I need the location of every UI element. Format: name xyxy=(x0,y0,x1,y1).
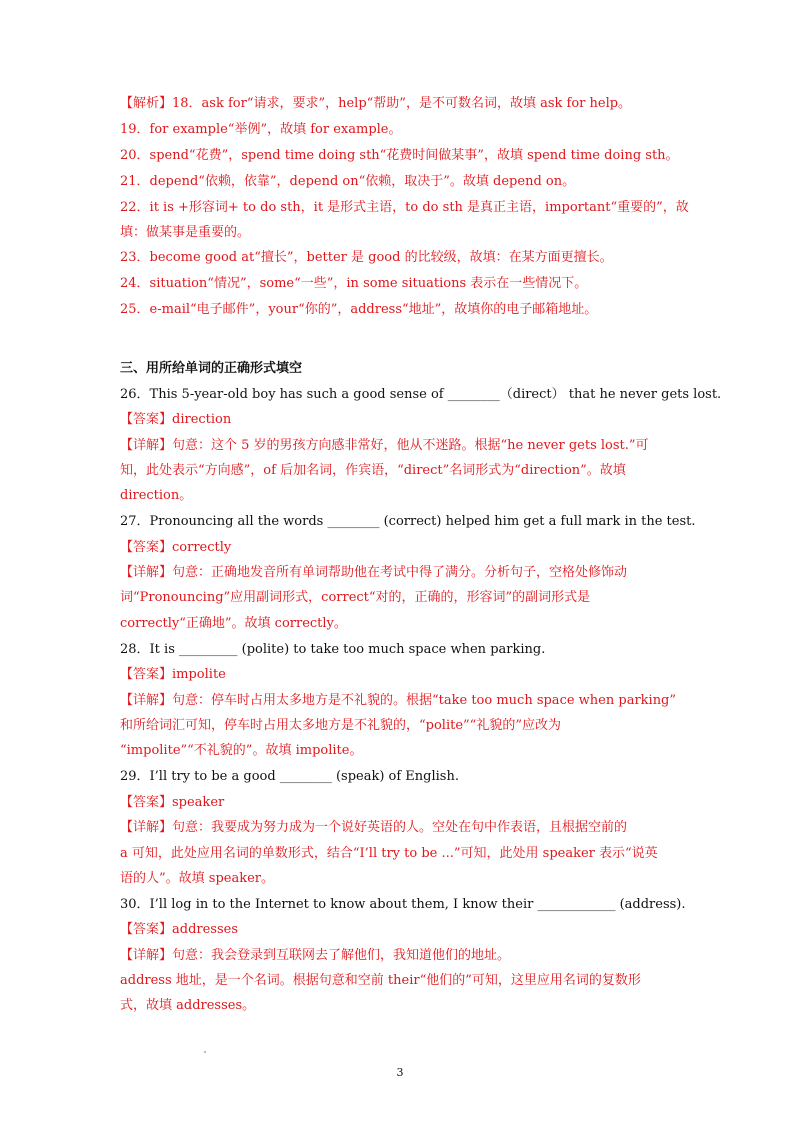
detail-line: 【详解】句意：我会登录到互联网去了解他们，我知道他们的地址。 xyxy=(120,948,511,963)
analysis-line: 20．spend“花费”，spend time doing sth“花费时间做某事”，故填 spend time doing sth。 xyxy=(120,148,679,163)
stray-mark xyxy=(204,1051,206,1053)
detail-line: 知，此处表示“方向感”，of 后加名词，作宾语，“direct”名词形式为“direction”。故填 xyxy=(120,463,626,478)
analysis-line: 23．become good at“擅长”，better 是 good 的比较级，故填：在某方面更擅长。 xyxy=(120,250,613,265)
detail-line: direction。 xyxy=(120,488,193,503)
detail-line: 式，故填 addresses。 xyxy=(120,998,256,1013)
question-text: 30．I’ll log in to the Internet to know about them, I know their ____________ (address). xyxy=(120,897,686,912)
analysis-line: 22．it is +形容词+ to do sth，it 是形式主语，to do sth 是真正主语，important“重要的”，故 xyxy=(120,200,689,215)
answer-text: 【答案】impolite xyxy=(120,667,226,682)
detail-line: 【详解】句意：停车时占用太多地方是不礼貌的。根据“take too much space when parking” xyxy=(120,693,677,708)
detail-line: 【详解】句意：正确地发音所有单词帮助他在考试中得了满分。分析句子，空格处修饰动 xyxy=(120,565,628,580)
answer-text: 【答案】addresses xyxy=(120,922,239,937)
detail-line: address 地址，是一个名词。根据句意和空前 their“他们的”可知，这里应用名词的复数形 xyxy=(120,973,641,988)
analysis-line: 24．situation“情况”，some“一些”，in some situations 表示在一些情况下。 xyxy=(120,276,588,291)
detail-line: 【详解】句意：我要成为努力成为一个说好英语的人。空处在句中作表语，且根据空前的 xyxy=(120,820,628,835)
answer-text: 【答案】correctly xyxy=(120,540,232,555)
question-text: 28．It is _________ (polite) to take too much space when parking. xyxy=(120,642,546,657)
analysis-line: 19．for example“举例”，故填 for example。 xyxy=(120,122,402,137)
detail-line: 和所给词汇可知，停车时占用太多地方是不礼貌的，“polite”“礼貌的”应改为 xyxy=(120,718,561,733)
question-text: 29．I’ll try to be a good ________ (speak) of English. xyxy=(120,769,459,784)
detail-line: “impolite”“不礼貌的”。故填 impolite。 xyxy=(120,743,363,758)
section-heading: 三、用所给单词的正确形式填空 xyxy=(120,361,303,376)
page-number: 3 xyxy=(396,1066,404,1079)
detail-line: a 可知，此处应用名词的单数形式，结合“I’ll try to be ...”可知，此处用 speaker 表示“说英 xyxy=(120,846,658,861)
detail-line: 语的人”。故填 speaker。 xyxy=(120,871,275,886)
answer-text: 【答案】direction xyxy=(120,412,232,427)
analysis-line: 【解析】18．ask for“请求，要求”，help“帮助”，是不可数名词，故填 ask for help。 xyxy=(120,96,632,111)
question-text: 27．Pronouncing all the words ________ (correct) helped him get a full mark in the test. xyxy=(120,514,696,529)
question-text: 26．This 5-year-old boy has such a good sense of ________（direct） that he never gets lost. xyxy=(120,387,722,402)
detail-line: correctly“正确地”。故填 correctly。 xyxy=(120,616,347,631)
detail-line: 词“Pronouncing”应用副词形式，correct“对的，正确的，形容词”的副词形式是 xyxy=(120,590,591,605)
analysis-line: 21．depend“依赖，依靠”，depend on“依赖，取决于”。故填 depend on。 xyxy=(120,174,576,189)
analysis-line: 填：做某事是重要的。 xyxy=(120,225,251,240)
answer-text: 【答案】speaker xyxy=(120,795,225,810)
detail-line: 【详解】句意：这个 5 岁的男孩方向感非常好，他从不迷路。根据“he never gets lost.”可 xyxy=(120,438,649,453)
analysis-line: 25．e-mail“电子邮件”，your“你的”，address“地址”，故填你的电子邮箱地址。 xyxy=(120,302,598,317)
